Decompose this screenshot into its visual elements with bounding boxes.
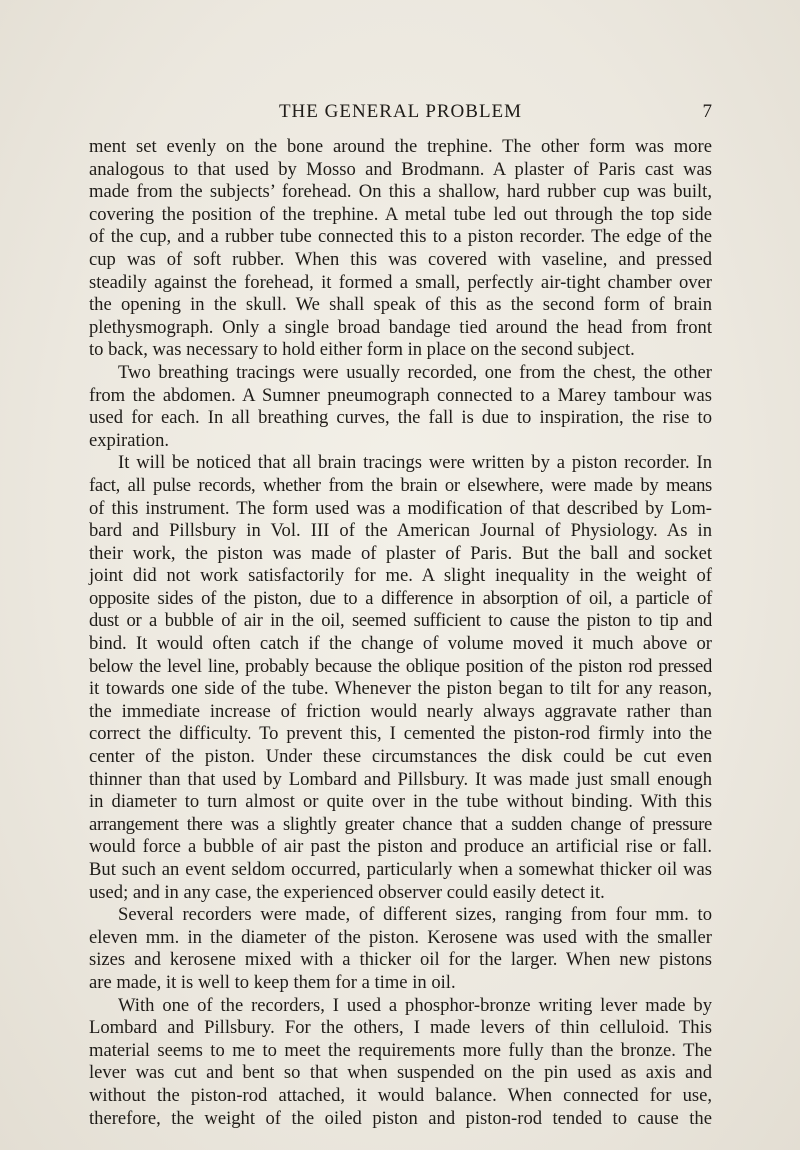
text-line: Two breathing tracings were usually recorded, one from the chest, the other (118, 361, 712, 383)
text-line: the opening in the skull. We shall speak of this as the second form of brain (89, 294, 712, 316)
text-line: bard and Pillsbury in Vol. III of the American Journal of Physiology. As in (89, 520, 712, 542)
text-line: center of the piston. Under these circumstances the disk could be cut even (89, 746, 712, 768)
text-line: ment set evenly on the bone around the trephine. The other form was more (89, 136, 712, 157)
text-line: dust or a bubble of air in the oil, seemed sufficient to cause the piston to tip and (89, 610, 712, 632)
running-head (89, 101, 712, 125)
text-line: correct the difficulty. To prevent this, I cemented the piston-rod firmly into the (89, 723, 712, 745)
text-line: from the abdomen. A Sumner pneumograph connected to a Marey tambour was (89, 384, 712, 406)
text-line: analogous to that used by Mosso and Brodmann. A plaster of Paris cast was (89, 158, 712, 180)
text-line: it towards one side of the tube. Whenever the piston began to tilt for any reason, (89, 678, 712, 700)
text-line: steadily against the forehead, it formed a small, perfectly air-tight chamber over (89, 271, 712, 293)
text-line: arrangement there was a slightly greater chance that a sudden change of pressure (89, 813, 712, 835)
text-line: of this instrument. The form used was a modification of that described by Lom- (89, 497, 712, 519)
text-line: their work, the piston was made of plaster of Paris. But the ball and socket (89, 542, 712, 564)
text-line: cup was of soft rubber. When this was covered with vaseline, and pressed (89, 248, 712, 270)
text-line: therefore, the weight of the oiled piston and piston-rod tended to cause the (89, 1107, 712, 1129)
text-line: fact, all pulse records, whether from the brain or elsewhere, were made by means (89, 474, 712, 496)
text-line: joint did not work satisfactorily for me. A slight inequality in the weight of (89, 565, 712, 587)
text-line: in diameter to turn almost or quite over in the tube without binding. With this (89, 791, 712, 813)
text-line: used for each. In all breathing curves, the fall is due to inspiration, the rise to (89, 407, 712, 429)
text-line: to back, was necessary to hold either form in place on the second subject. (89, 339, 635, 361)
text-line: expiration. (89, 429, 170, 451)
running-title: THE GENERAL PROBLEM (278, 101, 523, 122)
text-line: below the level line, probably because the oblique position of the piston rod pressed (89, 655, 712, 677)
text-line: lever was cut and bent so that when suspended on the pin used as axis and (89, 1062, 712, 1084)
body-text (89, 136, 712, 1130)
text-line: sizes and kerosene mixed with a thicker oil for the larger. When new pistons (89, 949, 712, 971)
text-line: would force a bubble of air past the piston and produce an artificial rise or fall. (89, 836, 712, 858)
text-line: Lombard and Pillsbury. For the others, I made levers of thin celluloid. This (89, 1017, 712, 1039)
text-line: used; and in any case, the experienced observer could easily detect it. (89, 881, 605, 903)
text-line: bind. It would often catch if the change of volume moved it much above or (89, 633, 712, 655)
text-line: With one of the recorders, I used a phosphor-bronze writing lever made by (118, 994, 712, 1016)
text-line: without the piston-rod attached, it would balance. When connected for use, (89, 1084, 712, 1106)
text-line: material seems to me to meet the requirements more fully than the bronze. The (89, 1039, 712, 1061)
text-line: are made, it is well to keep them for a time in oil. (89, 971, 456, 993)
text-line: It will be noticed that all brain tracings were written by a piston recorder. In (118, 452, 712, 474)
text-line: plethysmograph. Only a single broad bandage tied around the head from front (89, 316, 712, 338)
text-line: thinner than that used by Lombard and Pillsbury. It was made just small enough (89, 768, 712, 790)
text-line: of the cup, and a rubber tube connected this to a piston recorder. The edge of the (89, 226, 712, 248)
text-line: eleven mm. in the diameter of the piston. Kerosene was used with the smaller (89, 926, 712, 948)
page-number: 7 (702, 101, 712, 122)
text-line: Several recorders were made, of different sizes, ranging from four mm. to (118, 904, 712, 926)
text-line: opposite sides of the piston, due to a difference in absorption of oil, a particle of (89, 587, 712, 609)
text-line: made from the subjects’ forehead. On this a shallow, hard rubber cup was built, (89, 181, 712, 203)
text-line: covering the position of the trephine. A metal tube led out through the top side (89, 203, 712, 225)
text-line: the immediate increase of friction would nearly always aggravate rather than (89, 700, 712, 722)
text-line: But such an event seldom occurred, particularly when a somewhat thicker oil was (89, 859, 712, 880)
